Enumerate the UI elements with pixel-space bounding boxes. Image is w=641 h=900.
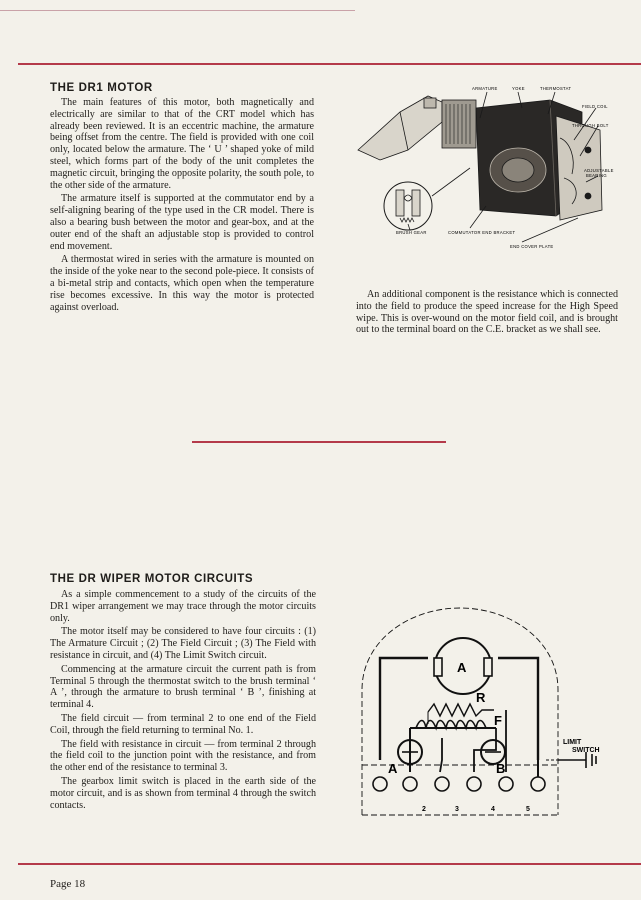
paragraph: The field circuit — from terminal 2 to one end of the Field Coil, through the field returning to terminal No. 1.: [50, 712, 316, 736]
circuit-diagram: [350, 600, 620, 825]
section-heading-circuits: THE DR WIPER MOTOR CIRCUITS: [50, 573, 254, 585]
label-brush-gear: BRUSH GEAR: [396, 230, 427, 235]
top-rule: [18, 63, 641, 65]
page-number: Page 18: [50, 878, 86, 890]
paragraph: The armature itself is supported at the commutator end by a self-aligning bearing of the type used in the CR model. There is also a bearing bush between the motor and gear-box, and at the outer end of the shaft an adjustable stop is provided to control end movement.: [50, 193, 314, 252]
paragraph: As a simple commencement to a study of the circuits of the DR1 wiper arrangement we may trace through the motor circuits only.: [50, 589, 316, 624]
label-through-bolt: THROUGH BOLT: [572, 123, 609, 128]
paragraph: Commencing at the armature circuit the current path is from Terminal 5 through the thermostat switch to the brush terminal ‘ A ’, through the armature to brush terminal ‘ B ’, finishing at terminal 4.: [50, 663, 316, 711]
label-yoke: YOKE: [512, 86, 525, 91]
paragraph: The motor itself may be considered to have four circuits : (1) The Armature Circuit ; (2) The Field Circuit ; (3) The Field with resistance in circuit, and (4) The Limit Switch circuit.: [50, 626, 316, 661]
section1-left-column: [50, 97, 314, 315]
armature-label: A: [457, 660, 467, 675]
label-end-cover-plate: END COVER PLATE: [510, 244, 554, 249]
label-field-coil: FIELD COIL: [582, 104, 608, 109]
middle-rule: [192, 441, 446, 443]
terminal-label-5: 5: [526, 806, 530, 813]
paragraph: The main features of this motor, both magnetically and electrically are similar to that of the CRT model which has already been reviewed. It is an eccentric machine, the armature being offset from the centre. The field is provided with one coil only, located below the armature. The ‘ U ’ shaped yoke of mild steel, which forms part of the body of the unit completes the magnetic circuit, bringing the opposite polarity, the south pole, to the other side of the armature.: [50, 97, 314, 191]
limit-switch-label-1: LIMIT: [563, 739, 582, 746]
motor-illustration: [350, 78, 620, 258]
terminal-label-4: 4: [491, 806, 495, 813]
paragraph: The gearbox limit switch is placed in the earth side of the motor circuit, and is as shown from terminal 4 through the switch contacts.: [50, 775, 316, 811]
terminal-label-3: 3: [455, 806, 459, 813]
terminal-label-2: 2: [422, 806, 426, 813]
label-commutator-end-bracket: COMMUTATOR END BRACKET: [448, 230, 516, 235]
section-heading-dr1-motor: THE DR1 MOTOR: [50, 82, 153, 94]
label-adjustable: ADJUSTABLE: [584, 168, 614, 173]
top-rule-thin: [0, 10, 355, 11]
paragraph: An additional component is the resistance which is connected into the field to produce the speed increase for the High Speed wipe. This is over-wound on the motor field coil, and is brought out to the terminal board on the C.E. bracket as we shall see.: [356, 289, 618, 336]
brush-b-label: B: [496, 761, 506, 776]
paragraph: A thermostat wired in series with the armature is mounted on the inside of the yoke near to the second pole-piece. It consists of a bi-metal strip and contacts, which open when the temperature rise becomes excessive. In this way the motor is protected against overload.: [50, 254, 314, 313]
section1-right-column: [356, 289, 618, 338]
label-bearing: BEARING: [586, 173, 607, 178]
field-label: F: [494, 713, 502, 728]
resistance-label: R: [476, 690, 486, 705]
paragraph: The field with resistance in circuit — from terminal 2 through the field coil to the junction point with the resistance, and from the other end of the resistance to terminal 3.: [50, 738, 316, 774]
label-thermostat: THERMOSTAT: [540, 86, 572, 91]
limit-switch-label-2: SWITCH: [572, 747, 600, 754]
bottom-rule: [18, 863, 641, 865]
section2-column: [50, 589, 316, 813]
brush-a-label: A: [388, 761, 398, 776]
label-armature: ARMATURE: [472, 86, 498, 91]
